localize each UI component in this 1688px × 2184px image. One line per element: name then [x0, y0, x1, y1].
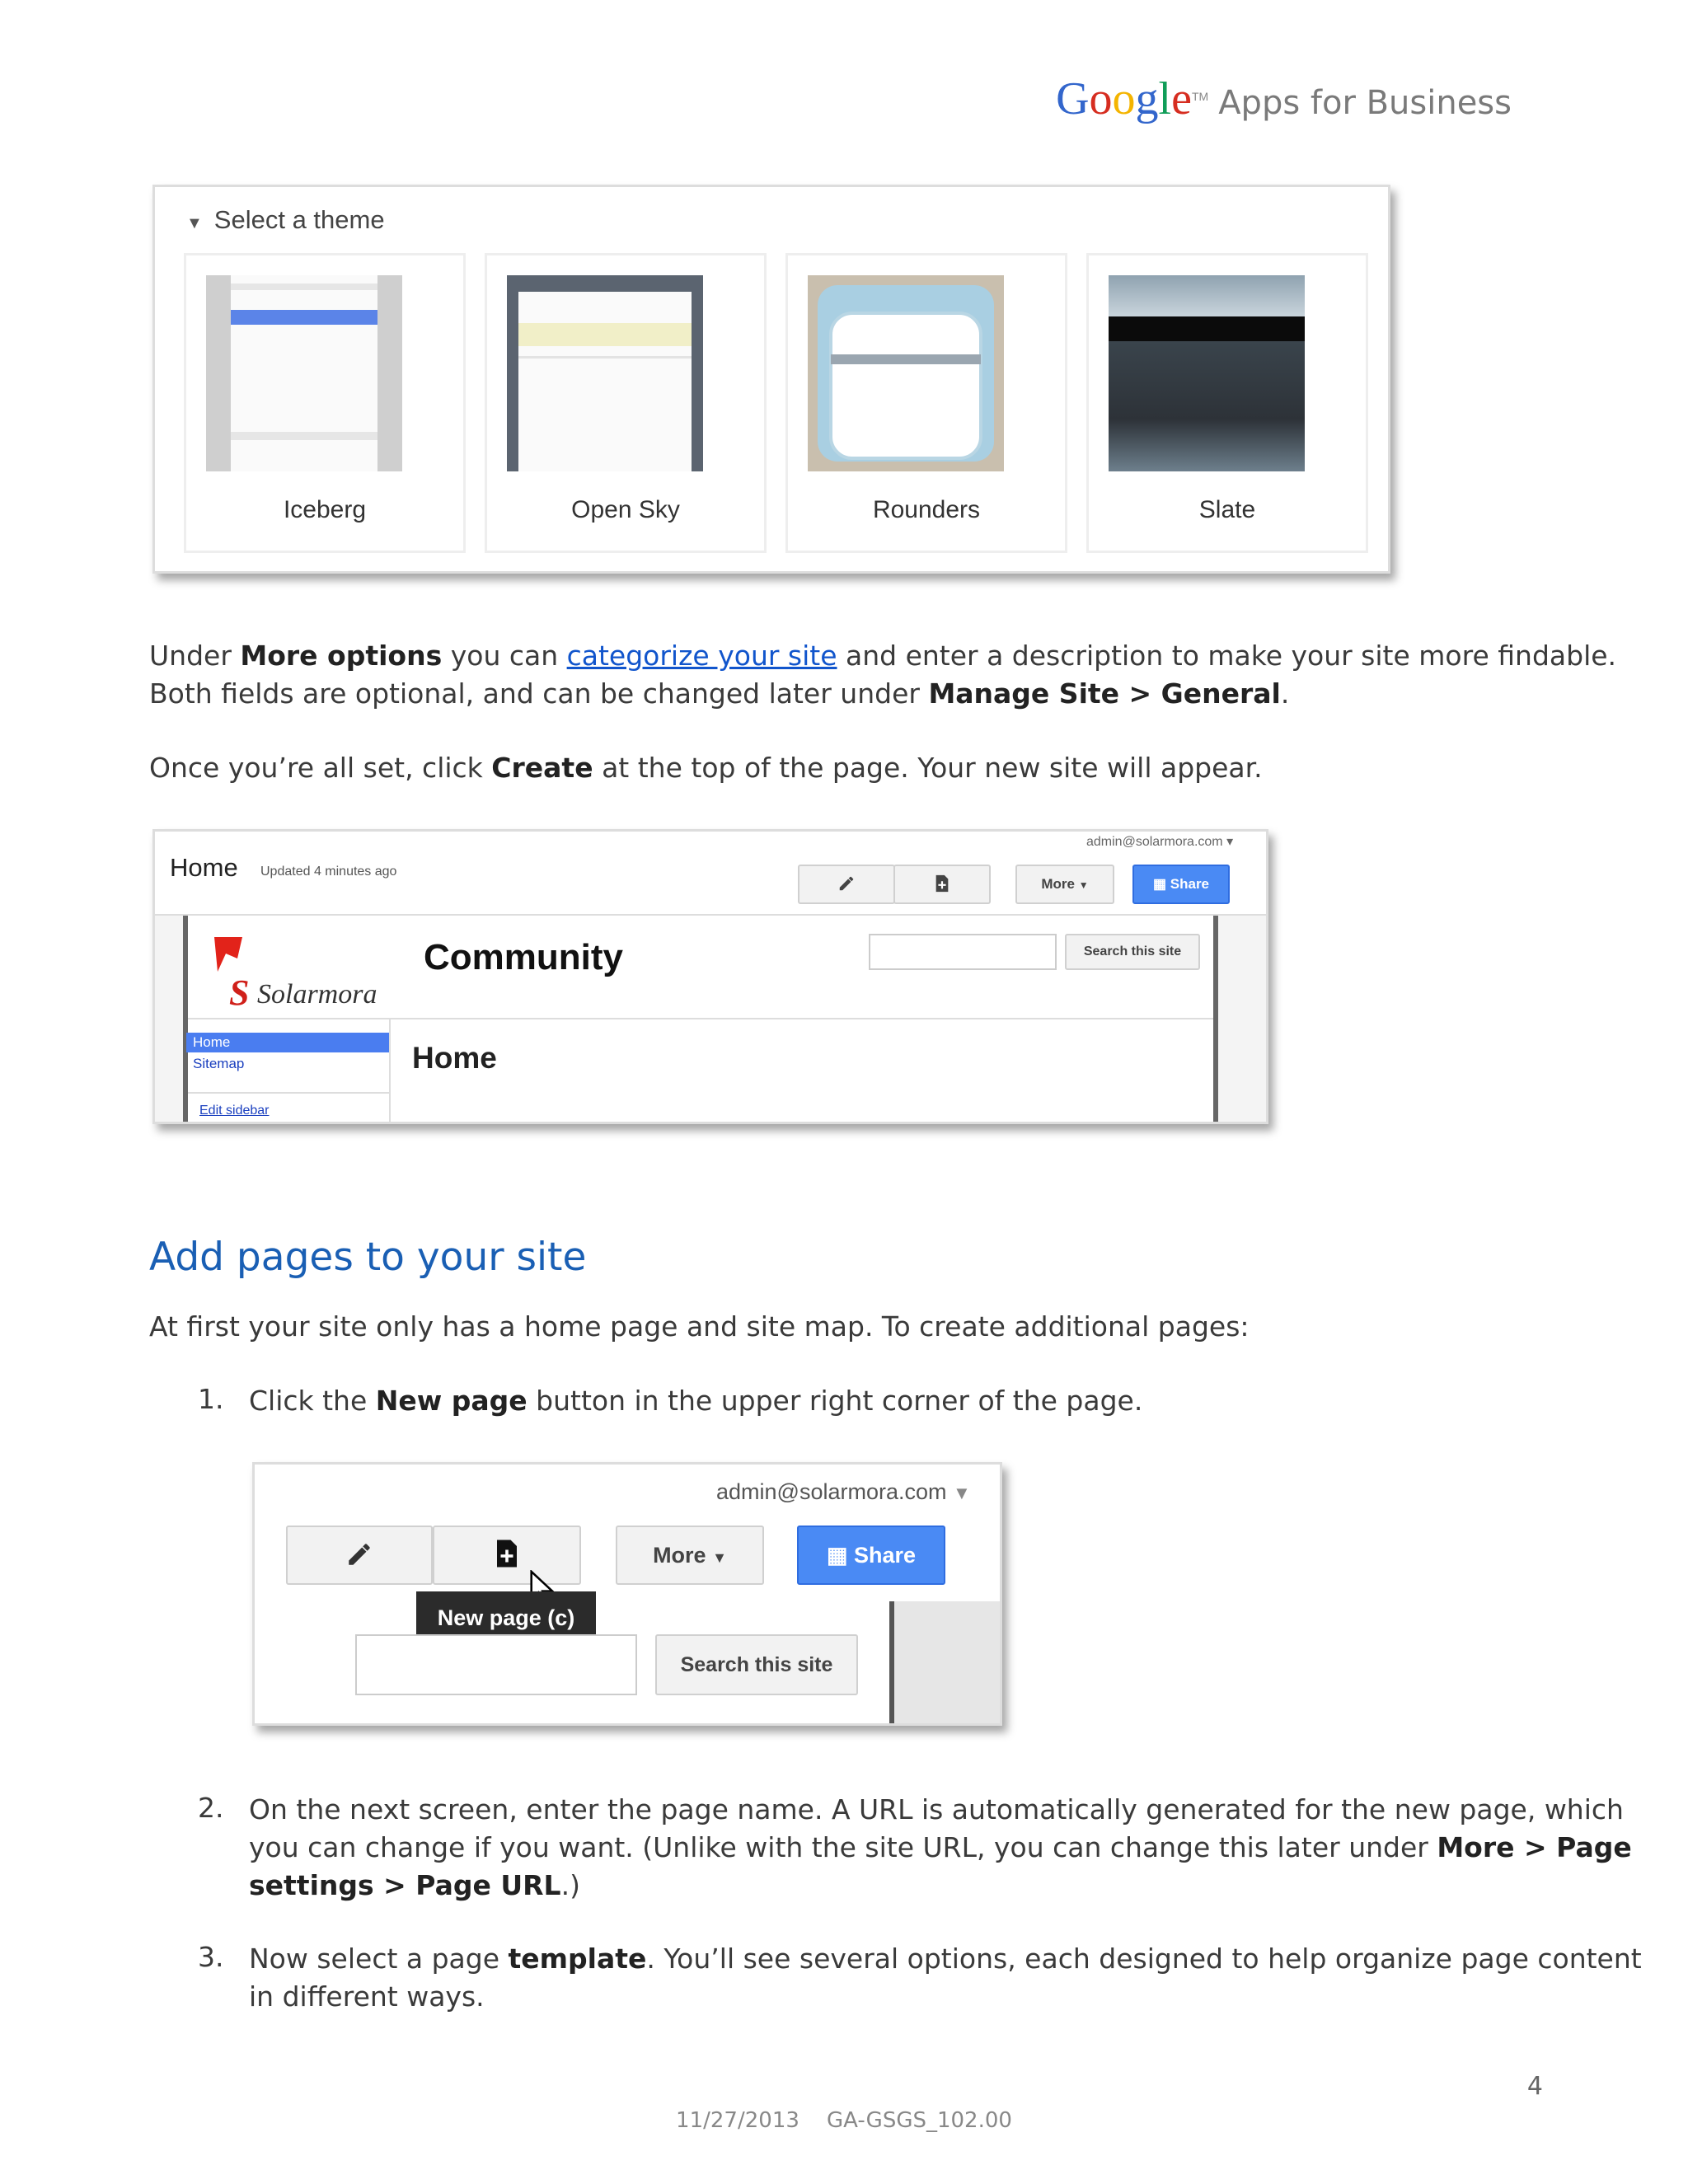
toolbar-divider — [255, 1600, 1000, 1602]
footer-date: 11/27/2013 — [676, 2108, 799, 2133]
theme-selector-title[interactable]: ▼ Select a theme — [186, 205, 385, 234]
slate-thumbnail — [1109, 275, 1305, 471]
svg-text:Solarmora: Solarmora — [257, 979, 377, 1010]
pencil-icon — [345, 1540, 373, 1568]
solarmora-logo — [209, 934, 404, 1016]
share-icon: ▦ — [1152, 876, 1167, 892]
open-sky-thumbnail — [507, 275, 703, 471]
section-heading: Add pages to your site — [149, 1235, 587, 1280]
sidebar-divider — [389, 1018, 391, 1122]
theme-card-slate[interactable] — [1086, 253, 1368, 553]
new-page-tooltip: New page (c) — [416, 1591, 596, 1644]
create-paragraph: Once you’re all set, click Create at the top of the page. Your new site will appear. — [149, 752, 1263, 784]
share-button[interactable]: ▦ Share — [1132, 865, 1230, 904]
share-button[interactable]: ▦ Share — [797, 1526, 945, 1585]
footer-code: GA-GSGS_102.00 — [826, 2108, 1012, 2133]
more-options-paragraph: Under More options you can categorize your site and enter a description to make your site more findable. Both fields are optional, and can be changed later under Manage Site > General. — [149, 640, 1617, 710]
iceberg-thumbnail — [206, 275, 402, 471]
new-page-button[interactable] — [433, 1526, 581, 1585]
logo-suffix: Apps for Business — [1218, 84, 1512, 122]
pencil-icon — [837, 874, 856, 893]
header-divider — [188, 1018, 1213, 1019]
theme-selector-screenshot — [152, 185, 1390, 574]
new-page-icon — [934, 874, 950, 893]
svg-text:S: S — [229, 972, 250, 1013]
scrollbar-region — [889, 1601, 1000, 1723]
step-number: 2. — [198, 1792, 224, 1824]
account-menu[interactable]: admin@solarmora.com ▾ — [1086, 835, 1234, 849]
solarmora-logo-mark — [209, 934, 404, 1013]
more-button[interactable]: More ▼ — [616, 1526, 764, 1585]
new-page-screenshot — [252, 1462, 1002, 1726]
chevron-down-icon: ▼ — [1078, 879, 1089, 891]
site-search-input[interactable] — [869, 934, 1057, 970]
site-name: Community — [424, 937, 623, 977]
theme-card-rounders[interactable] — [785, 253, 1067, 553]
edit-page-button[interactable] — [798, 865, 895, 904]
google-apps-logo — [1056, 73, 1512, 125]
theme-name: Slate — [1198, 496, 1256, 523]
site-search-button[interactable]: Search this site — [1065, 934, 1200, 970]
collapse-triangle-icon: ▼ — [186, 214, 203, 232]
footer — [0, 2108, 1688, 2133]
sidebar-item-home[interactable]: Home — [186, 1033, 389, 1052]
chevron-down-icon: ▼ — [953, 1483, 971, 1503]
edit-sidebar-link[interactable]: Edit sidebar — [199, 1104, 270, 1118]
page-title: Home — [170, 853, 238, 882]
theme-name: Rounders — [872, 496, 981, 523]
trademark: TM — [1191, 89, 1209, 103]
new-page-button[interactable] — [893, 865, 991, 904]
content-heading: Home — [412, 1041, 497, 1075]
chevron-down-icon: ▼ — [712, 1549, 727, 1566]
share-icon: ▦ — [826, 1543, 848, 1568]
edit-page-button[interactable] — [286, 1526, 433, 1585]
more-button[interactable]: More ▼ — [1015, 865, 1114, 904]
rounders-thumbnail — [808, 275, 1004, 471]
sidebar-item-sitemap[interactable]: Sitemap — [193, 1056, 245, 1071]
theme-name: Open Sky — [571, 496, 680, 523]
site-search-input[interactable] — [355, 1634, 637, 1695]
theme-card-iceberg[interactable] — [184, 253, 466, 553]
account-menu[interactable]: admin@solarmora.com ▼ — [716, 1479, 971, 1504]
page-number: 4 — [1526, 2072, 1543, 2101]
new-page-icon — [495, 1539, 519, 1568]
step-3-text: Now select a page template. You’ll see several options, each designed to help organize page content in different ways. — [249, 1943, 1642, 2013]
chevron-down-icon: ▾ — [1226, 835, 1234, 849]
theme-name: Iceberg — [283, 496, 367, 523]
section-intro: At first your site only has a home page and site map. To create additional pages: — [149, 1310, 1250, 1343]
theme-card-open-sky[interactable] — [485, 253, 767, 553]
step-number: 3. — [198, 1941, 224, 1973]
new-site-screenshot — [152, 829, 1268, 1124]
step-number: 1. — [198, 1383, 224, 1415]
step-2-text: On the next screen, enter the page name. A URL is automatically generated for the new page, which you can change if you want. (Unlike with the site URL, you can change this later under More > Page settings > Page URL.) — [249, 1793, 1632, 1901]
updated-timestamp: Updated 4 minutes ago — [260, 865, 397, 879]
google-wordmark: Google — [1056, 73, 1192, 124]
site-search-button[interactable]: Search this site — [655, 1634, 858, 1695]
sidebar-separator — [188, 1092, 389, 1094]
scrollbar-edge — [1213, 916, 1218, 1122]
step-1-text: Click the New page button in the upper right corner of the page. — [249, 1385, 1143, 1417]
categorize-site-link[interactable]: categorize your site — [566, 640, 837, 672]
